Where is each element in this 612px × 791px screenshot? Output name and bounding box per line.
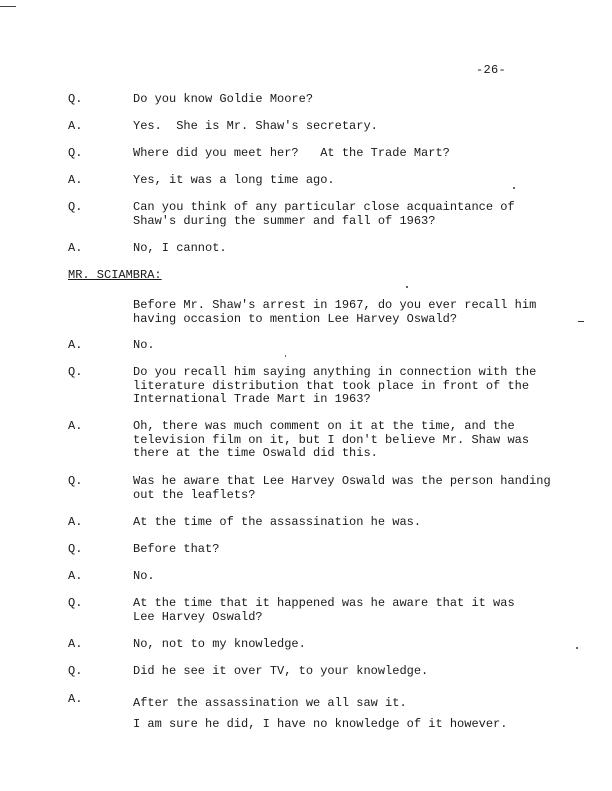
entry-text: At the time that it happened was he aware that it was Lee Harvey Oswald? (133, 596, 515, 624)
scan-speck (513, 187, 515, 189)
speaker-label: Q. (68, 365, 83, 379)
entry-text: Yes. She is Mr. Shaw's secretary. (133, 119, 378, 133)
entry-text: Where did you meet her? At the Trade Mart? (133, 146, 450, 160)
speaker-label: A. (68, 692, 83, 706)
scan-speck (285, 355, 286, 357)
speaker-label: Q. (68, 146, 83, 160)
scan-speck (578, 321, 584, 322)
speaker-label: A. (68, 241, 83, 255)
entry-text: Do you know Goldie Moore? (133, 92, 314, 106)
entry-text: No, not to my knowledge. (133, 637, 306, 651)
entry-text: Before that? (133, 542, 220, 556)
scan-speck (576, 647, 578, 649)
speaker-label: Q. (68, 664, 83, 678)
entry-text: No. (133, 569, 155, 583)
entry-text: At the time of the assassination he was. (133, 515, 422, 529)
corner-mark (0, 6, 16, 7)
speaker-label: Q. (68, 200, 83, 214)
entry-text: Did he see it over TV, to your knowledge. (133, 664, 429, 678)
entry-text: Oh, there was much comment on it at the time, and the television film on it, but I don't believe Mr. Shaw was there at the time Oswald did this. (133, 419, 530, 460)
speaker-label: A. (68, 419, 83, 433)
speaker-label: A. (68, 515, 83, 529)
entry-text: No. (133, 338, 155, 352)
speaker-label: A. (68, 119, 83, 133)
speaker-label: A. (68, 569, 83, 583)
entry-text: Can you think of any particular close acquaintance of Shaw's during the summer and fall of 1963? (133, 200, 515, 228)
speaker-label: Q. (68, 474, 83, 488)
speaker-label: A. (68, 173, 83, 187)
entry-text: No, I cannot. (133, 241, 227, 255)
speaker-label: A. (68, 637, 83, 651)
entry-text: Yes, it was a long time ago. (133, 173, 335, 187)
entry-text: After the assassination we all saw it. I am sure he did, I have no knowledge of it however. (133, 696, 508, 731)
speaker-label: A. (68, 338, 83, 352)
entry-text: Before Mr. Shaw's arrest in 1967, do you ever recall him having occasion to mention Lee Harvey Oswald? (133, 298, 537, 326)
section-heading: MR. SCIAMBRA: (68, 268, 162, 282)
speaker-label: Q. (68, 596, 83, 610)
scan-speck (406, 286, 408, 288)
entry-text: Was he aware that Lee Harvey Oswald was the person handing out the leaflets? (133, 474, 551, 502)
page-number: -26- (476, 63, 507, 77)
speaker-label: Q. (68, 542, 83, 556)
speaker-label: Q. (68, 92, 83, 106)
entry-text: Do you recall him saying anything in connection with the literature distribution that took place in front of the International Trade Mart in 1963? (133, 365, 537, 406)
